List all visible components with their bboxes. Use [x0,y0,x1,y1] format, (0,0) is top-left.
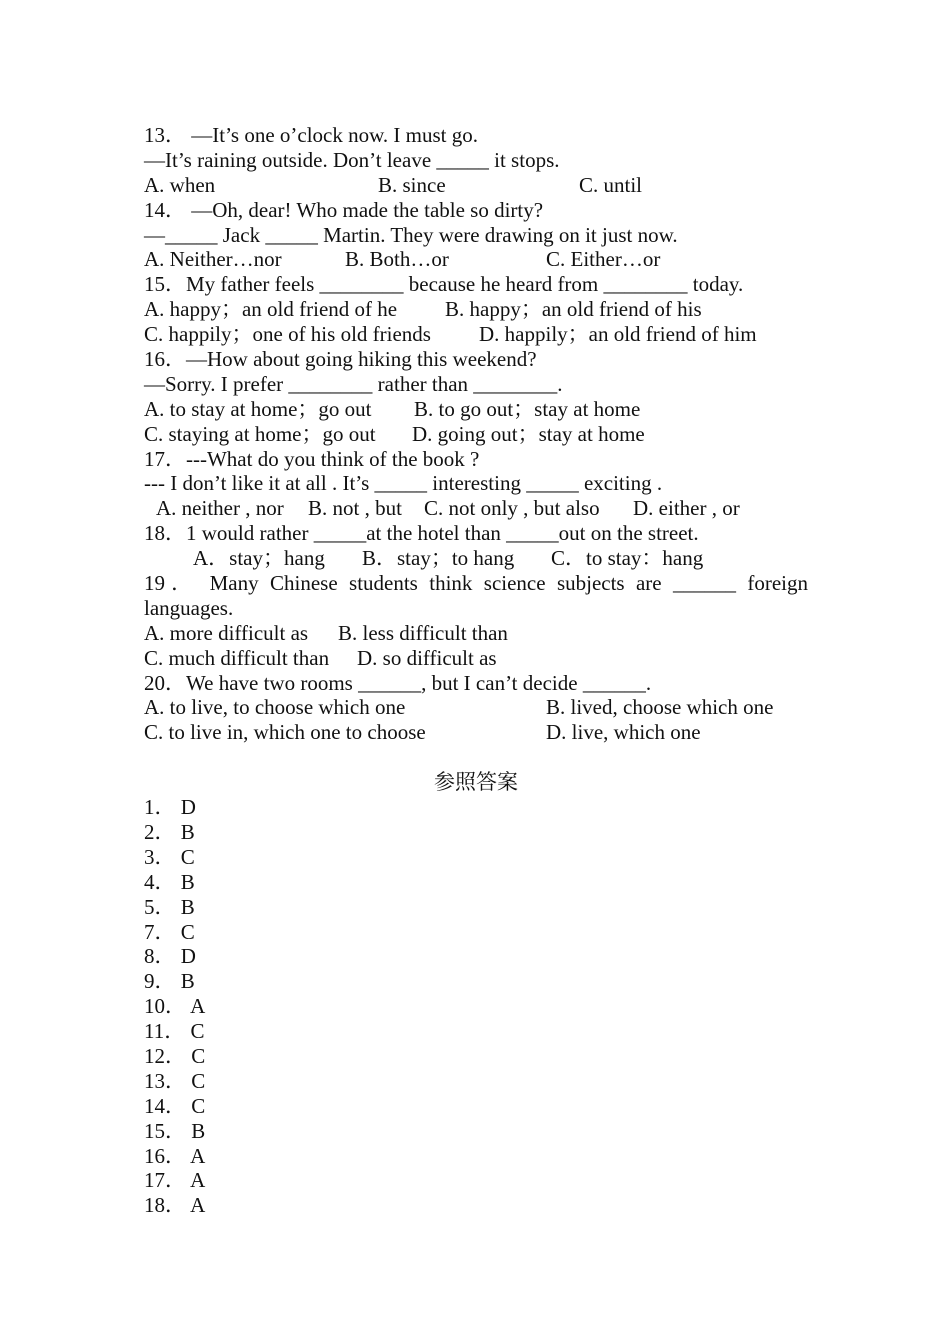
option-a: A. when [144,172,216,197]
option-b: B. since [378,172,446,197]
answer-number: 16． [144,1143,186,1168]
question-text: —It’s one o’clock now. I must go. [191,123,479,147]
option-b: B. lived, choose which one [546,695,774,720]
question-number: 15． [144,272,186,297]
answer-item [144,944,808,969]
answer-item [144,1193,808,1218]
answer-letter: B [180,869,195,894]
option-c: C. Either…or [546,247,661,272]
option-d: D. either , or [633,496,740,521]
answer-letter: C [180,844,195,869]
option-b: B. not , but [308,496,402,521]
answer-letter: A [190,1168,206,1193]
answer-letter: C [190,1019,205,1044]
option-c: C. happily；one of his old friends [144,322,431,347]
question-19-options-row-2 [144,646,808,671]
answer-letter: D [180,795,196,820]
answer-number: 8． [144,944,176,969]
option-a: A. to live, to choose which one [144,695,406,720]
option-a: A. to stay at home；go out [144,396,372,421]
spacer [144,745,808,770]
question-text: ---What do you think of the book ? [186,446,480,471]
answers-title: 参照答案 [434,770,518,795]
question-text: Many Chinese students think science subjects are ______ foreign [209,571,808,596]
answer-letter: A [190,1193,206,1218]
answer-item [144,820,808,845]
question-14-response: —_____ Jack _____ Martin. They were drawing on it just now. [144,222,678,247]
answer-letter: A [190,994,206,1019]
option-a: A．stay；hang [193,546,325,571]
option-c: C. staying at home；go out [144,421,376,446]
answer-item [144,969,808,994]
question-16-options-row-2 [144,422,808,447]
question-20-options-row-2 [144,720,808,745]
question-15-stem [144,272,808,297]
answer-number: 18． [144,1193,186,1218]
answer-letter: A [190,1143,206,1168]
question-20-options-row-1 [144,695,808,720]
answer-item [144,1069,808,1094]
option-b: B. less difficult than [338,620,508,645]
question-14-stem [144,198,808,223]
question-number: 17． [144,446,186,471]
answer-number: 14． [144,1093,186,1118]
question-19-stem [144,571,808,596]
question-16-options-row-1 [144,397,808,422]
option-d: D. live, which one [546,720,701,745]
answer-item [144,994,808,1019]
question-number: 13． [144,123,186,147]
answer-letter: C [191,1093,206,1118]
option-c: C. to live in, which one to choose [144,720,426,745]
option-c: C. not only , but also [424,496,600,521]
option-b: B. happy；an old friend of his [445,297,702,322]
answer-item [144,1144,808,1169]
question-19-stem-continued: languages. [144,595,234,620]
option-d: D. happily；an old friend of him [479,322,757,347]
question-text: —How about going hiking this weekend? [186,347,537,372]
question-text: 1 would rather _____at the hotel than _____out on the street. [186,521,699,546]
answer-number: 11． [144,1019,186,1044]
question-number: 14． [144,197,186,222]
question-18-stem [144,521,808,546]
question-number: 16． [144,347,186,372]
question-14-options [144,247,808,272]
question-15-options-row-2 [144,322,808,347]
option-a: A. neither , nor [156,496,284,521]
option-c: C. until [579,172,643,197]
answer-letter: B [180,969,195,994]
answer-letter: C [191,1068,206,1093]
answer-number: 2． [144,819,176,844]
question-13-stem [144,123,808,148]
option-d: D. so difficult as [357,645,497,670]
answer-number: 17． [144,1168,186,1193]
option-c: C. much difficult than [144,645,330,670]
answer-item [144,795,808,820]
answer-item [144,1119,808,1144]
answer-letter: B [180,819,195,844]
answer-number: 1． [144,795,176,820]
option-b: B. Both…or [345,247,449,272]
answer-number: 12． [144,1043,186,1068]
option-b: B．stay；to hang [362,546,515,571]
answer-item [144,1019,808,1044]
answer-number: 9． [144,969,176,994]
question-20-stem [144,671,808,696]
question-17-stem [144,447,808,472]
answer-item [144,1094,808,1119]
answer-number: 4． [144,869,176,894]
question-17-response: --- I don’t like it at all . It’s _____ interesting _____ exciting . [144,471,663,496]
question-13-options [144,173,808,198]
option-c: C．to stay：hang [551,546,704,571]
option-a: A. Neither…nor [144,247,282,272]
question-text: We have two rooms ______, but I can’t decide ______. [186,670,652,695]
answer-number: 15． [144,1118,186,1143]
answer-number: 10． [144,994,186,1019]
question-number: 19． [144,571,199,596]
answer-letter: D [180,944,196,969]
answer-item [144,845,808,870]
question-17-options [144,496,808,521]
answer-letter: C [180,919,195,944]
answer-item [144,1044,808,1069]
question-text: —Oh, dear! Who made the table so dirty? [191,197,544,222]
answer-list [144,795,808,1218]
answer-item [144,895,808,920]
answer-item [144,870,808,895]
answer-item [144,1168,808,1193]
question-18-options [144,546,808,571]
question-13-response: —It’s raining outside. Don’t leave _____ it stops. [144,147,560,172]
question-16-stem [144,347,808,372]
answer-letter: B [180,894,195,919]
answer-item [144,920,808,945]
answer-number: 13． [144,1068,186,1093]
answer-number: 7． [144,919,176,944]
document-content [144,123,808,1218]
option-a: A. happy；an old friend of he [144,297,398,322]
answer-letter: C [191,1043,206,1068]
question-number: 20． [144,670,186,695]
question-text: My father feels ________ because he heard from ________ today. [186,272,744,297]
question-19-options-row-1 [144,621,808,646]
option-b: B. to go out；stay at home [414,396,641,421]
question-number: 18． [144,521,186,546]
answer-letter: B [191,1118,206,1143]
question-15-options-row-1 [144,297,808,322]
answer-number: 3． [144,844,176,869]
question-16-response: —Sorry. I prefer ________ rather than ________. [144,371,563,396]
option-d: D. going out；stay at home [412,421,645,446]
answer-number: 5． [144,894,176,919]
option-a: A. more difficult as [144,620,309,645]
